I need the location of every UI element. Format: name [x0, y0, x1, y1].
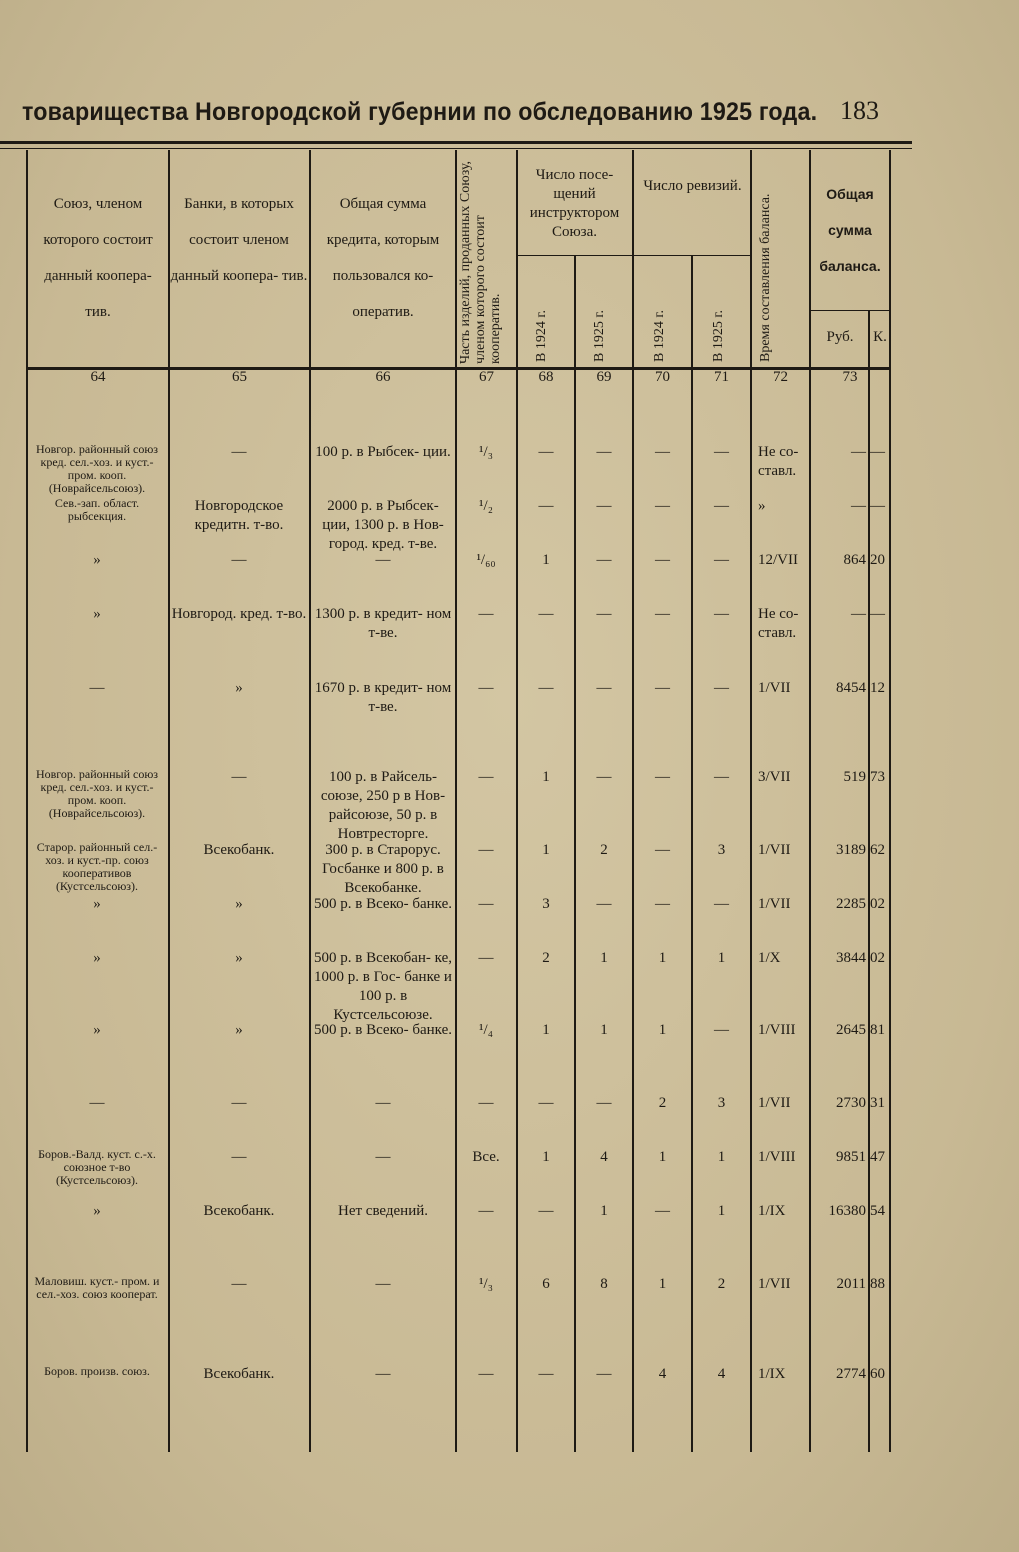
cell-c67: —: [478, 896, 494, 912]
cell-rub: 2774: [836, 1366, 866, 1382]
cell-c64: »: [93, 552, 101, 568]
cell-c67: —: [478, 680, 494, 696]
cell-kop: 47: [870, 1149, 885, 1165]
cell-c65: Всекобанк.: [203, 842, 275, 858]
balance-subrule: [810, 310, 890, 311]
cell-c65: Всекобанк.: [203, 1203, 275, 1219]
cell-rub: 9851: [836, 1149, 866, 1165]
cell-c64: Старор. районный сел.-хоз. и куст.-пр. союз кооперативов (Кустсельсоюз).: [36, 840, 158, 893]
cell-c66: Нет сведений.: [337, 1203, 429, 1219]
page-title: товарищества Новгородской губернии по обследованию 1925 года.: [22, 98, 818, 126]
cell-c67: ¹/₃: [479, 1276, 493, 1292]
cell-c71: —: [714, 769, 729, 785]
cell-c71: —: [714, 552, 729, 568]
header-visits: Число посе- щений инструктором Союза.: [529, 167, 620, 240]
cell-kop: 81: [870, 1022, 885, 1038]
cell-c69: —: [596, 896, 612, 912]
cell-c68: 1: [542, 769, 550, 785]
cell-c66: 500 р. в Всекобан- ке, 1000 р. в Гос- банке и 100 р. в Кустсельсоюзе.: [314, 950, 452, 1023]
cell-c67: Все.: [472, 1149, 500, 1165]
header-revisions-1925: В 1925 г.: [711, 309, 726, 362]
cell-c71: 1: [717, 1149, 726, 1165]
cell-c69: 8: [600, 1276, 608, 1292]
cell-c72: 1/VIII: [758, 1149, 796, 1165]
cell-c72: 1/X: [758, 950, 781, 966]
cell-kop: —: [870, 444, 885, 460]
cell-c70: —: [655, 444, 670, 460]
cell-c69: —: [596, 1095, 612, 1111]
cell-rub: 3189: [836, 842, 866, 858]
cell-c67: ¹/₃: [479, 444, 493, 460]
cell-c71: 2: [717, 1276, 726, 1292]
cell-c66: —: [375, 1149, 391, 1165]
cell-c68: 2: [542, 950, 550, 966]
column-number: 72: [773, 369, 788, 385]
top-rule-thin: [0, 148, 912, 149]
cell-c69: —: [596, 552, 612, 568]
cell-c68: —: [538, 606, 554, 622]
cell-c69: —: [596, 606, 612, 622]
cell-c69: —: [596, 444, 612, 460]
cell-c72: 1/VII: [758, 1276, 791, 1292]
cell-rub: 16380: [828, 1203, 866, 1219]
cell-c69: —: [596, 769, 612, 785]
cell-kop: 20: [870, 552, 885, 568]
header-credit: Общая сумма кредита, которым пользовался ко- оператив.: [326, 196, 440, 320]
cell-c69: 2: [600, 842, 608, 858]
cell-rub: —: [851, 444, 866, 460]
cell-c67: —: [478, 1366, 494, 1382]
cell-c67: —: [478, 769, 494, 785]
header-union: Союз, членом которого состоит данный коопера- тив.: [43, 196, 153, 320]
cell-c65: Новгород. кред. т-во.: [171, 606, 307, 622]
cell-c70: 4: [658, 1366, 667, 1382]
cell-kop: 73: [870, 769, 885, 785]
header-revisions-1924: В 1924 г.: [652, 309, 667, 362]
cell-c71: —: [714, 606, 729, 622]
header-balance-sum: Общая сумма баланса.: [819, 186, 881, 274]
cell-c71: 4: [717, 1366, 726, 1382]
header-visits-1924: В 1924 г.: [534, 309, 549, 362]
header-visits-1925: В 1925 г.: [592, 309, 607, 362]
cell-c67: —: [478, 606, 494, 622]
cell-c70: —: [655, 498, 670, 514]
cell-c70: 1: [658, 1276, 667, 1292]
cell-kop: 12: [870, 680, 885, 696]
col-line-4: [455, 150, 457, 1452]
cell-c64: —: [89, 680, 105, 696]
cell-rub: 864: [843, 552, 866, 568]
cell-c68: 6: [542, 1276, 550, 1292]
header-sold-part: Часть изделий, проданных Союзу, членом которого состоит кооператив.: [458, 160, 503, 364]
cell-c71: —: [714, 498, 729, 514]
cell-c67: ¹/₄: [479, 1022, 493, 1038]
cell-c65: —: [231, 444, 247, 460]
cell-c64: Маловиш. куст.- пром. и сел.-хоз. союз кооперат.: [34, 1274, 160, 1301]
cell-c68: —: [538, 498, 554, 514]
cell-c66: —: [375, 552, 391, 568]
cell-c71: 3: [717, 1095, 726, 1111]
cell-c65: —: [231, 769, 247, 785]
column-number: 69: [596, 369, 612, 385]
top-rule: [0, 141, 912, 144]
cell-c68: —: [538, 680, 554, 696]
cell-rub: 3844: [836, 950, 866, 966]
cell-kop: 54: [870, 1203, 885, 1219]
cell-c68: 1: [542, 1022, 550, 1038]
cell-c64: »: [93, 950, 101, 966]
cell-c68: 1: [542, 552, 550, 568]
cell-c72: 1/VII: [758, 1095, 791, 1111]
cell-c68: —: [538, 444, 554, 460]
column-number: 73: [842, 369, 858, 385]
cell-c65: »: [235, 950, 243, 966]
col-line-3: [309, 150, 311, 1452]
col-line-9: [750, 150, 752, 1452]
cell-c67: —: [478, 1203, 494, 1219]
cell-c72: 1/VII: [758, 842, 791, 858]
cell-rub: 2645: [836, 1022, 866, 1038]
cell-c65: —: [231, 1276, 247, 1292]
column-number: 66: [375, 369, 391, 385]
cell-rub: 2730: [836, 1095, 866, 1111]
cell-c68: 1: [542, 842, 550, 858]
cell-rub: —: [851, 606, 866, 622]
cell-c64: »: [93, 896, 101, 912]
cell-c69: 1: [600, 1203, 608, 1219]
cell-c68: —: [538, 1203, 554, 1219]
cell-c72: 3/VII: [758, 769, 791, 785]
cell-c72: 1/VIII: [758, 1022, 796, 1038]
column-number: 70: [655, 369, 670, 385]
page-number: 183: [840, 96, 879, 125]
cell-kop: 02: [870, 950, 885, 966]
cell-c71: 3: [717, 842, 726, 858]
cell-c69: —: [596, 1366, 612, 1382]
cell-c67: —: [478, 1095, 494, 1111]
cell-c72: Не со- ставл.: [758, 606, 799, 641]
cell-kop: 62: [870, 842, 885, 858]
cell-rub: 519: [843, 769, 866, 785]
cell-c72: 1/VII: [758, 896, 791, 912]
cell-c65: Всекобанк.: [203, 1366, 275, 1382]
cell-c68: 3: [542, 896, 550, 912]
cell-c72: 1/VII: [758, 680, 791, 696]
col-line-10: [809, 150, 811, 1452]
cell-kop: 60: [870, 1366, 885, 1382]
cell-c69: 4: [600, 1149, 608, 1165]
cell-c71: —: [714, 680, 729, 696]
cell-c67: —: [478, 950, 494, 966]
cell-c66: —: [375, 1095, 391, 1111]
cell-c66: —: [375, 1366, 391, 1382]
cell-c70: —: [655, 769, 670, 785]
header-balance-time: Время составления баланса.: [758, 193, 773, 362]
cell-c70: —: [655, 896, 670, 912]
cell-c69: 1: [600, 950, 608, 966]
cell-c66: 500 р. в Всеко- банке.: [314, 1022, 452, 1038]
cell-c68: 1: [542, 1149, 550, 1165]
cell-c72: 1/IX: [758, 1366, 786, 1382]
cell-c66: 2000 р. в Рыбсек- ции, 1300 р. в Нов- город. кред. т-ве.: [322, 498, 444, 552]
cell-c70: 2: [658, 1095, 667, 1111]
cell-c70: 1: [658, 1022, 667, 1038]
cell-c70: 1: [658, 1149, 667, 1165]
cell-c69: 1: [600, 1022, 608, 1038]
cell-c65: Новгородское кредитн. т-во.: [194, 498, 284, 533]
col-line-2: [168, 150, 170, 1452]
cell-c71: 1: [717, 1203, 726, 1219]
cell-kop: —: [870, 606, 885, 622]
column-number: 68: [538, 369, 554, 385]
cell-c72: 12/VII: [758, 552, 798, 568]
cell-c68: —: [538, 1095, 554, 1111]
cell-c71: —: [714, 1022, 729, 1038]
header-revisions: Число ревизий.: [643, 178, 742, 194]
cell-c66: 100 р. в Райсель- союзе, 250 р в Нов- райсоюзе, 50 р. в Новтресторге.: [320, 769, 446, 842]
cell-c70: —: [655, 606, 670, 622]
column-number: 64: [90, 369, 106, 385]
cell-c64: Боров. произв. союз.: [44, 1364, 150, 1378]
cell-c70: —: [655, 552, 670, 568]
cell-c64: »: [93, 606, 101, 622]
cell-c71: —: [714, 444, 729, 460]
cell-c72: 1/IX: [758, 1203, 786, 1219]
cell-c65: —: [231, 1149, 247, 1165]
cell-kop: 88: [870, 1276, 885, 1292]
cell-c64: Новгор. районный союз кред. сел.-хоз. и куст.-пром. коoп. (Новрайсельсоюз).: [35, 767, 159, 820]
cell-c66: 1300 р. в кредит- ном т-ве.: [314, 606, 452, 641]
cell-c67: ¹/₆₀: [476, 552, 496, 568]
cell-c66: 500 р. в Всеко- банке.: [314, 896, 452, 912]
cell-kop: 02: [870, 896, 885, 912]
cell-c67: ¹/₂: [479, 498, 493, 514]
cell-c66: 100 р. в Рыбсек- ции.: [315, 444, 451, 460]
cell-kop: 31: [870, 1095, 885, 1111]
cell-c66: 1670 р. в кредит- ном т-ве.: [314, 680, 452, 715]
cell-c72: Не со- ставл.: [758, 444, 799, 479]
cell-c69: —: [596, 680, 612, 696]
column-number: 71: [714, 369, 729, 385]
cell-c65: »: [235, 896, 243, 912]
cell-c64: Новгор. районный союз кред. сел.-хоз. и куст.-пром. коoп. (Новрайсельсоюз).: [35, 442, 159, 495]
cell-c67: —: [478, 842, 494, 858]
cell-rub: 2011: [836, 1276, 866, 1292]
column-number: 67: [479, 369, 494, 385]
cell-c71: 1: [717, 950, 726, 966]
cell-c66: —: [375, 1276, 391, 1292]
cell-c65: »: [235, 1022, 243, 1038]
cell-c70: —: [655, 1203, 670, 1219]
cell-c70: —: [655, 842, 670, 858]
cell-c69: —: [596, 498, 612, 514]
column-number: 65: [232, 369, 247, 385]
col-line-5: [516, 150, 518, 1452]
cell-c64: —: [89, 1095, 105, 1111]
cell-c70: 1: [658, 950, 667, 966]
cell-rub: —: [851, 498, 866, 514]
cell-rub: 2285: [836, 896, 866, 912]
cell-c64: Боров.-Валд. куст. с.-х. союзное т-во (Кустсельсоюз).: [38, 1147, 156, 1187]
cell-c64: Сев.-зап. област. рыбсекция.: [54, 496, 140, 523]
header-kop: К.: [873, 329, 887, 345]
cell-c68: —: [538, 1366, 554, 1382]
header-rub: Руб.: [826, 329, 854, 345]
cell-kop: —: [870, 498, 885, 514]
cell-rub: 8454: [836, 680, 866, 696]
cell-c64: »: [93, 1203, 101, 1219]
cell-c64: »: [93, 1022, 101, 1038]
cell-c66: 300 р. в Старорус. Госбанке и 800 р. в Всекобанке.: [322, 842, 444, 896]
cell-c65: —: [231, 552, 247, 568]
cell-c65: »: [235, 680, 243, 696]
col-line-7: [632, 150, 634, 1452]
cell-c71: —: [714, 896, 729, 912]
header-banks: Банки, в которых состоит членом данный коопера- тив.: [170, 196, 308, 284]
cell-c70: —: [655, 680, 670, 696]
cell-c65: —: [231, 1095, 247, 1111]
cell-c72: »: [758, 498, 766, 514]
